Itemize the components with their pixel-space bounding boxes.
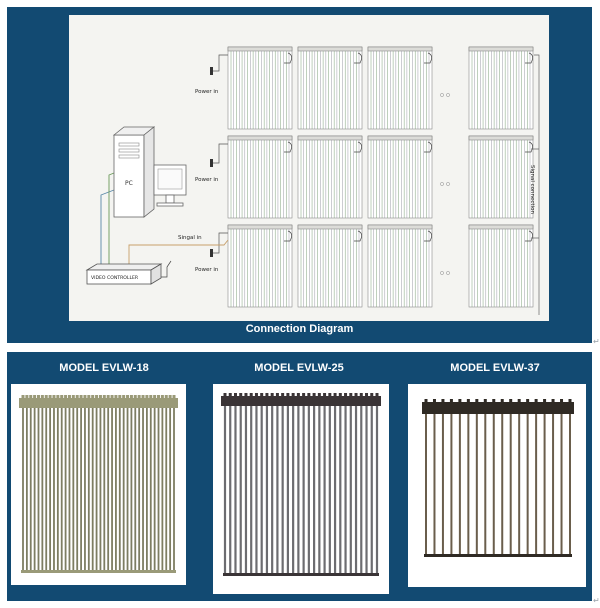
model-1-strip-13 <box>69 408 71 570</box>
model-2-strip-21 <box>329 406 331 573</box>
connection-diagram-panel <box>7 7 592 343</box>
model-1-strip-12 <box>65 408 67 570</box>
paragraph-mark-bottom: ↵ <box>593 596 600 605</box>
models-panel <box>7 352 592 601</box>
model-1-strip-24 <box>111 408 113 570</box>
model-1-strip-34 <box>150 408 152 570</box>
led-module-2 <box>298 47 362 129</box>
model-2-strip-17 <box>308 406 310 573</box>
model-1-strip-36 <box>158 408 160 570</box>
power-in-label-3: Power in <box>195 267 219 273</box>
led-module-6 <box>298 136 362 218</box>
model-panel-1 <box>19 395 178 573</box>
model-3-strip-1 <box>425 414 427 554</box>
model-1-strip-20 <box>96 408 98 570</box>
model-1-strip-17 <box>84 408 86 570</box>
model-1-strip-30 <box>134 408 136 570</box>
model-3-strip-5 <box>459 414 461 554</box>
model-1-strip-14 <box>72 408 74 570</box>
model-3-strip-9 <box>493 414 495 554</box>
model-top-bar-3 <box>422 402 574 414</box>
model-2-strip-10 <box>271 406 273 573</box>
model-bottom-bar-2 <box>223 573 379 576</box>
model-1-strip-27 <box>123 408 125 570</box>
model-title-1: MODEL EVLW-18 <box>59 362 149 374</box>
led-module-7 <box>368 136 450 218</box>
model-1-strip-26 <box>119 408 121 570</box>
model-1-strip-32 <box>142 408 144 570</box>
model-3-strip-6 <box>467 414 469 554</box>
model-2-strip-6 <box>250 406 252 573</box>
model-1-strip-16 <box>80 408 82 570</box>
model-image-2 <box>213 384 389 594</box>
model-panel-2 <box>221 393 381 576</box>
model-3-strip-14 <box>535 414 537 554</box>
model-2-strip-11 <box>276 406 278 573</box>
model-1-strip-7 <box>45 408 47 570</box>
led-module-3 <box>368 47 450 129</box>
model-1-strip-37 <box>161 408 163 570</box>
model-1-strip-33 <box>146 408 148 570</box>
model-2-strip-24 <box>344 406 346 573</box>
model-2-strip-4 <box>240 406 242 573</box>
signal-connection-label: Signal connection <box>529 165 535 214</box>
model-2-strip-22 <box>334 406 336 573</box>
model-2-strip-3 <box>234 406 236 573</box>
paragraph-mark: ↵ <box>593 337 600 346</box>
model-image-3 <box>408 384 586 587</box>
power-in-label-2: Power in <box>195 177 219 183</box>
model-top-bar-2 <box>221 396 381 406</box>
model-1-strip-2 <box>26 408 28 570</box>
model-2-strip-19 <box>318 406 320 573</box>
model-2-strip-23 <box>339 406 341 573</box>
model-1-strip-6 <box>41 408 43 570</box>
model-3-strip-8 <box>484 414 486 554</box>
model-card-1 <box>11 384 186 585</box>
connection-diagram <box>69 15 549 321</box>
led-module-12 <box>469 225 533 307</box>
led-module-9 <box>228 225 292 307</box>
model-2-strip-13 <box>287 406 289 573</box>
power-in-row-2 <box>195 159 219 183</box>
model-2-strip-8 <box>261 406 263 573</box>
pc-tower <box>114 127 154 217</box>
model-1-strip-3 <box>30 408 32 570</box>
model-3-strip-13 <box>527 414 529 554</box>
model-3-strip-15 <box>544 414 546 554</box>
model-1-strip-40 <box>173 408 175 570</box>
model-1-strip-11 <box>61 408 63 570</box>
model-3-strip-18 <box>569 414 571 554</box>
led-module-1 <box>228 47 292 129</box>
model-2-strip-27 <box>360 406 362 573</box>
model-title-3: MODEL EVLW-37 <box>450 362 540 374</box>
model-1-strip-18 <box>88 408 90 570</box>
model-1-strip-15 <box>76 408 78 570</box>
pc-label: PC <box>125 180 133 187</box>
model-3-strip-10 <box>501 414 503 554</box>
model-1-strip-8 <box>49 408 51 570</box>
model-2-strip-16 <box>303 406 305 573</box>
model-3-strip-7 <box>476 414 478 554</box>
model-title-2: MODEL EVLW-25 <box>254 362 344 374</box>
model-2-strip-1 <box>224 406 226 573</box>
model-2-strip-2 <box>229 406 231 573</box>
model-1-strip-35 <box>154 408 156 570</box>
diagram-caption: Connection Diagram <box>245 323 354 335</box>
model-image-1 <box>11 384 186 585</box>
led-module-10 <box>298 225 362 307</box>
model-1-strip-39 <box>169 408 171 570</box>
model-1-strip-29 <box>131 408 133 570</box>
model-top-bar-1 <box>19 398 178 408</box>
model-2-strip-18 <box>313 406 315 573</box>
model-2-strip-14 <box>292 406 294 573</box>
model-1-strip-4 <box>34 408 36 570</box>
model-2-strip-7 <box>255 406 257 573</box>
model-3-strip-12 <box>518 414 520 554</box>
model-bottom-bar-3 <box>424 554 572 557</box>
model-1-strip-31 <box>138 408 140 570</box>
model-2-strip-30 <box>376 406 378 573</box>
model-2-strip-20 <box>323 406 325 573</box>
model-bottom-bar-1 <box>21 570 176 573</box>
model-2-strip-15 <box>297 406 299 573</box>
model-1-strip-5 <box>38 408 40 570</box>
model-2-strip-5 <box>245 406 247 573</box>
model-1-strip-25 <box>115 408 117 570</box>
model-3-strip-16 <box>552 414 554 554</box>
video-controller-box <box>87 264 161 284</box>
led-module-11 <box>368 225 450 307</box>
model-1-strip-19 <box>92 408 94 570</box>
led-module-4 <box>469 47 533 129</box>
model-2-strip-26 <box>355 406 357 573</box>
model-3-strip-2 <box>433 414 435 554</box>
model-1-strip-9 <box>53 408 55 570</box>
model-1-strip-10 <box>57 408 59 570</box>
model-2-strip-28 <box>365 406 367 573</box>
model-2-strip-9 <box>266 406 268 573</box>
model-3-strip-3 <box>442 414 444 554</box>
power-in-row-3 <box>195 249 219 273</box>
monitor <box>154 165 186 206</box>
model-2-strip-12 <box>282 406 284 573</box>
model-1-strip-38 <box>165 408 167 570</box>
model-1-strip-28 <box>127 408 129 570</box>
model-card-2 <box>213 384 389 594</box>
model-card-3 <box>408 384 586 587</box>
model-1-strip-23 <box>107 408 109 570</box>
diagram-paper <box>69 15 549 321</box>
model-3-strip-17 <box>561 414 563 554</box>
power-in-label-1: Power in <box>195 89 219 95</box>
led-module-5 <box>228 136 292 218</box>
model-2-strip-25 <box>350 406 352 573</box>
model-1-strip-1 <box>22 408 24 570</box>
led-module-8 <box>469 136 533 218</box>
model-1-strip-22 <box>103 408 105 570</box>
model-panel-3 <box>422 399 574 557</box>
model-1-strip-21 <box>100 408 102 570</box>
video-controller-label: VIDEO CONTROLLER <box>91 276 139 281</box>
model-2-strip-29 <box>371 406 373 573</box>
model-3-strip-4 <box>450 414 452 554</box>
signal-in-label: Singal in <box>178 235 202 241</box>
model-3-strip-11 <box>510 414 512 554</box>
